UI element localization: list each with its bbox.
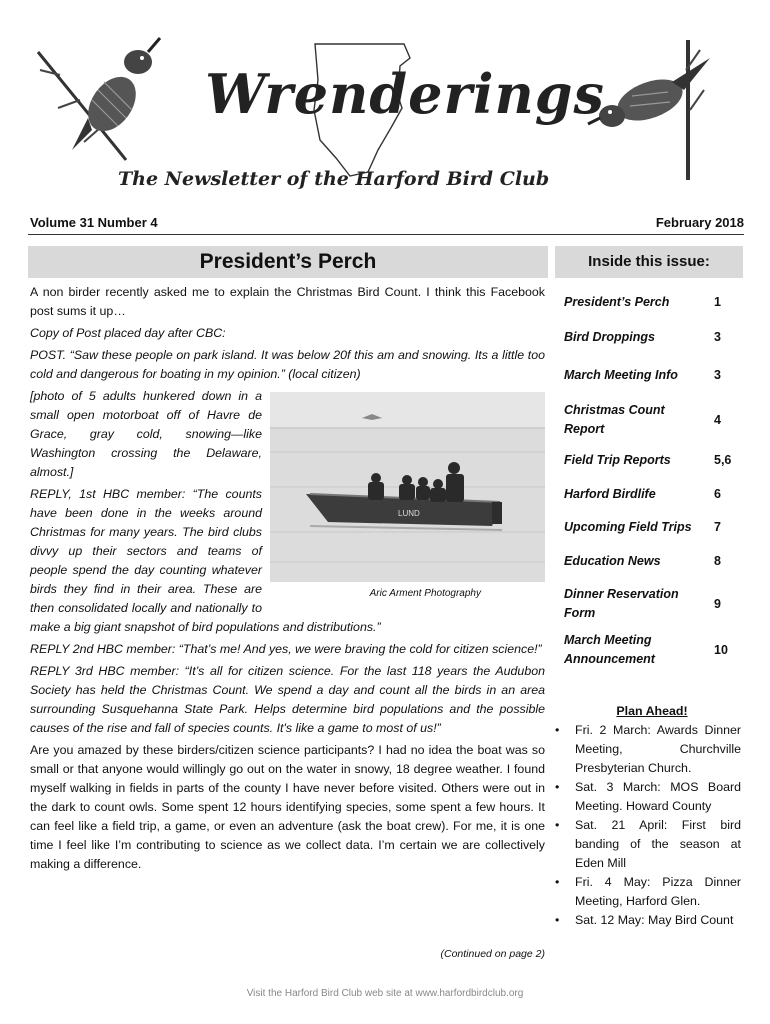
- list-item: • Sat. 21 April: First bird banding of the season at Eden Mill: [553, 816, 741, 873]
- article-body: [30, 283, 545, 877]
- toc-item-title: Christmas Count Report: [564, 403, 665, 436]
- toc-item-title: Field Trip Reports: [564, 453, 671, 467]
- plan-ahead-list: [553, 721, 741, 930]
- toc-item-page: 1: [714, 295, 721, 309]
- toc-item-page: 4: [714, 413, 721, 427]
- toc-item-page: 3: [714, 330, 721, 344]
- list-item: • Fri. 4 May: Pizza Dinner Meeting, Harford Glen.: [553, 873, 741, 911]
- toc-heading: Inside this issue:: [555, 246, 743, 278]
- toc-item-title: Harford Birdlife: [564, 487, 656, 501]
- list-item: • Sat. 3 March: MOS Board Meeting. Howard County: [553, 778, 741, 816]
- photo-caption: Aric Arment Photography: [369, 588, 481, 599]
- boat-label: LUND: [398, 509, 420, 518]
- article-paragraph: [photo of 5 adults hunkered down in a small open motorboat off of Havre de Grace, gray cold, snowing—like Washington crossing the Delaware, almost.]: [30, 389, 262, 479]
- article-paragraph: POST. “Saw these people on park island. It was below 20f this am and snowing. Its a little too cold and dangerous for boating in my opinion.” (local citizen): [30, 348, 545, 381]
- toc-item-title: President’s Perch: [564, 295, 670, 309]
- toc-item-page: 3: [714, 368, 721, 382]
- toc-item-title: Upcoming Field Trips: [564, 520, 692, 534]
- toc-item-page: 9: [714, 597, 721, 611]
- boat-photo-figure: [270, 392, 545, 614]
- article-paragraph: REPLY, 1st HBC member: “The counts have been done in the weeks around Christmas for many years. The bird clubs divvy up their sectors and teams of people spend the day counting whatever birds they find in their area. These are then consolidated locally and nationally to make a big giant snapshot of bird populations and distributions.”: [30, 487, 381, 634]
- plan-ahead: [553, 702, 741, 930]
- article-paragraph: REPLY 3rd HBC member: “It’s all for citizen science. For the last 118 years the Audubon Society has held the Christmas Count. We spend a day and count all the birds in an area surrounding Susquehanna State Park. Helps determine bird populations and the possible causes of the rise and fall of species counts. It's like a game to most of us!”: [30, 664, 545, 735]
- toc-item-page: 8: [714, 554, 721, 568]
- toc-item-title: Bird Droppings: [564, 330, 655, 344]
- continued-note: (Continued on page 2): [440, 948, 545, 960]
- toc-item-page: 10: [714, 643, 728, 657]
- list-item: • Fri. 2 March: Awards Dinner Meeting, Churchville Presbyterian Church.: [553, 721, 741, 778]
- footer-website-note: Visit the Harford Bird Club web site at www.harfordbirdclub.org: [246, 988, 524, 999]
- article-paragraph: Copy of Post placed day after CBC:: [30, 326, 226, 340]
- masthead: [0, 0, 770, 210]
- issue-bar: [28, 213, 744, 235]
- plan-ahead-title: Plan Ahead!: [616, 704, 688, 718]
- toc-item-title: March Meeting Announcement: [564, 633, 655, 666]
- list-item: • Sat. 12 May: May Bird Count: [553, 911, 741, 930]
- toc-item-page: 6: [714, 487, 721, 501]
- article-paragraph: REPLY 2nd HBC member: “That’s me! And yes, we were braving the cold for citizen science!”: [30, 642, 542, 656]
- toc-item-page: 5,6: [714, 453, 732, 467]
- article-heading: President’s Perch: [28, 246, 548, 278]
- right-wren-drawing: [588, 40, 710, 180]
- toc-item-title: Dinner Reservation Form: [564, 587, 679, 620]
- newsletter-title: Wrenderings: [205, 62, 605, 126]
- toc-item-title: March Meeting Info: [564, 368, 678, 382]
- issue-volume: Volume 31 Number 4: [30, 215, 158, 230]
- article-paragraph: A non birder recently asked me to explain the Christmas Bird Count. I think this Facebook post sums it up…: [30, 285, 545, 318]
- issue-date: February 2018: [655, 215, 744, 230]
- article-paragraph: Are you amazed by these birders/citizen science participants? I had no idea the boat was so small or that anyone would willingly go out on the water in snowy, 18 degree weather. I found myself walking in fields in parts of the county I have never before visited. Others were out in the dark to count owls. Some spent 12 hours identifying species, some spent a few hours. It can feel like a field trip, a game, or even an adventure (ask the boat crew). For me, it is one time I feel like I’m contributing to science as we collect data. I’m certain we are collectively making a difference.: [30, 743, 545, 871]
- toc-item-page: 7: [714, 520, 721, 534]
- newsletter-subtitle: The Newsletter of the Harford Bird Club: [118, 168, 550, 190]
- toc-item-title: Education News: [564, 554, 661, 568]
- boat-photo: [270, 392, 545, 582]
- left-wren-drawing: [38, 38, 160, 160]
